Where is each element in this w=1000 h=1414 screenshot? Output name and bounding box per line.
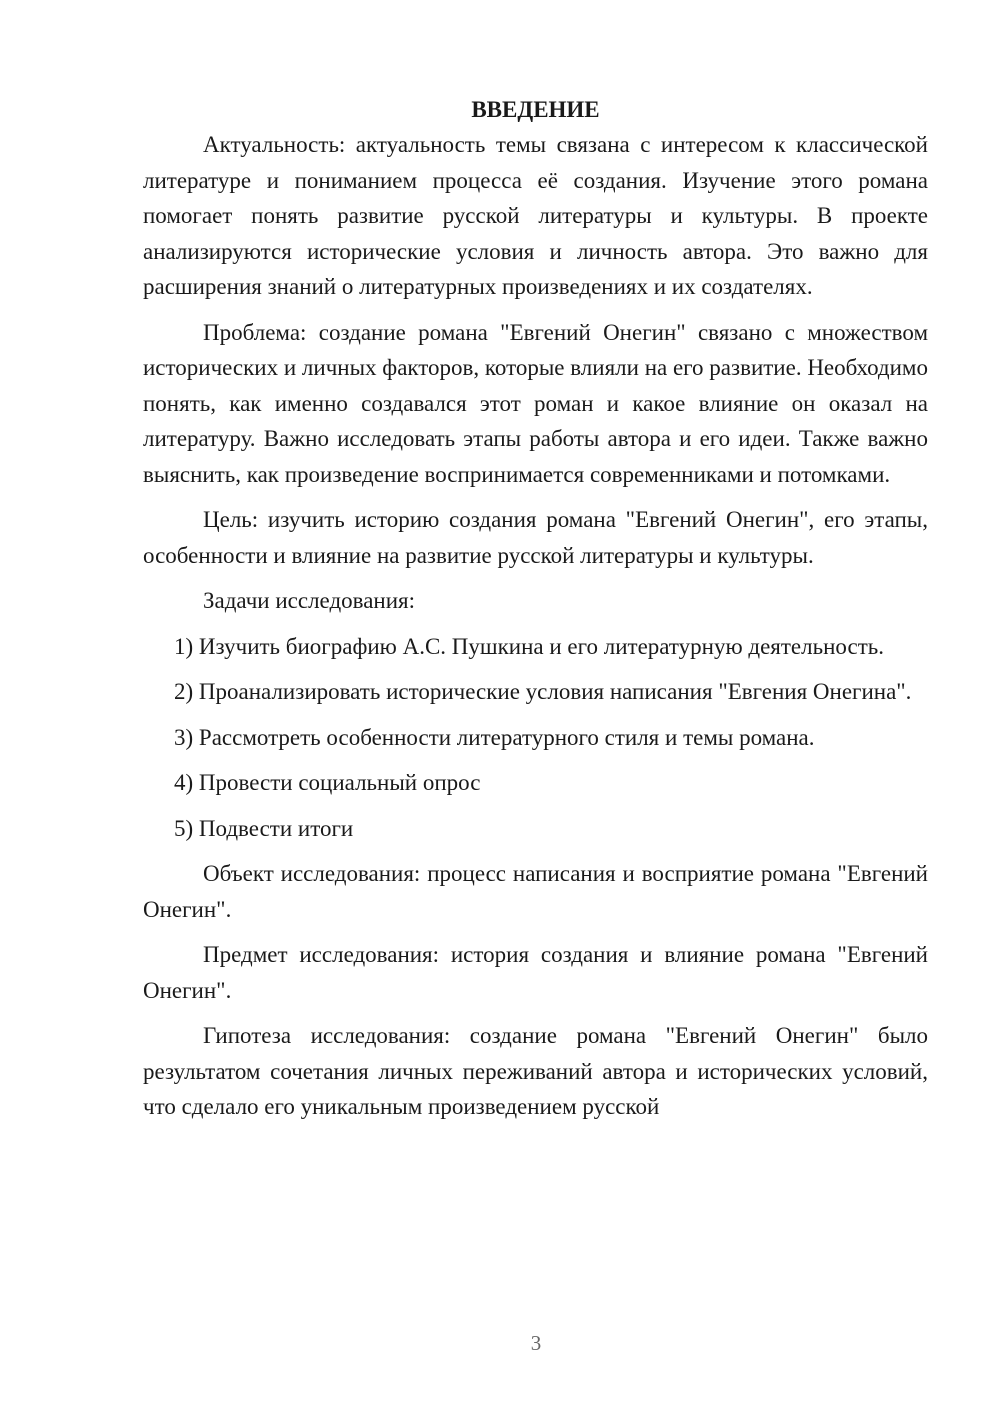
page-number: 3	[530, 1331, 542, 1355]
hypothesis-paragraph: Гипотеза исследования: создание романа "Евгений Онегин" было результатом сочетания личных переживаний автора и исторических условий, что сделало его уникальным произведением русской	[143, 1023, 928, 1119]
task-item-5: 5) Подвести итоги	[174, 815, 354, 841]
relevance-paragraph: Актуальность: актуальность темы связана с интересом к классической литературе и пониманием процесса её создания. Изучение этого романа помогает понять развитие русской литературы и культуры. В проекте анализируются исторические условия и личность автора. Это важно для расширения знаний о литературных произведениях и их создателях.	[143, 132, 928, 299]
subject-paragraph: Предмет исследования: история создания и влияние романа "Евгений Онегин".	[143, 942, 928, 1003]
task-item-2: 2) Проанализировать исторические условия написания "Евгения Онегина".	[174, 679, 912, 704]
task-item-3: 3) Рассмотреть особенности литературного стиля и темы романа.	[174, 724, 815, 750]
section-title: ВВЕДЕНИЕ	[471, 97, 600, 122]
object-paragraph: Объект исследования: процесс написания и восприятие романа "Евгений Онегин".	[143, 861, 928, 922]
task-item-1: 1) Изучить биографию А.С. Пушкина и его литературную деятельность.	[174, 633, 884, 659]
problem-paragraph: Проблема: создание романа "Евгений Онегин" связано с множеством исторических и личных факторов, которые влияли на его развитие. Необходимо понять, как именно создавался этот роман и какое влияние он оказал на литературу. Важно исследовать этапы работы автора и его идеи. Также важно выяснить, как произведение воспринимается современниками и потомками.	[143, 319, 928, 487]
task-item-4: 4) Провести социальный опрос	[174, 770, 481, 795]
goal-paragraph: Цель: изучить историю создания романа "Евгений Онегин", его этапы, особенности и влияние на развитие русской литературы и культуры.	[143, 507, 928, 568]
page-content	[143, 92, 928, 1135]
tasks-heading: Задачи исследования:	[203, 588, 416, 613]
